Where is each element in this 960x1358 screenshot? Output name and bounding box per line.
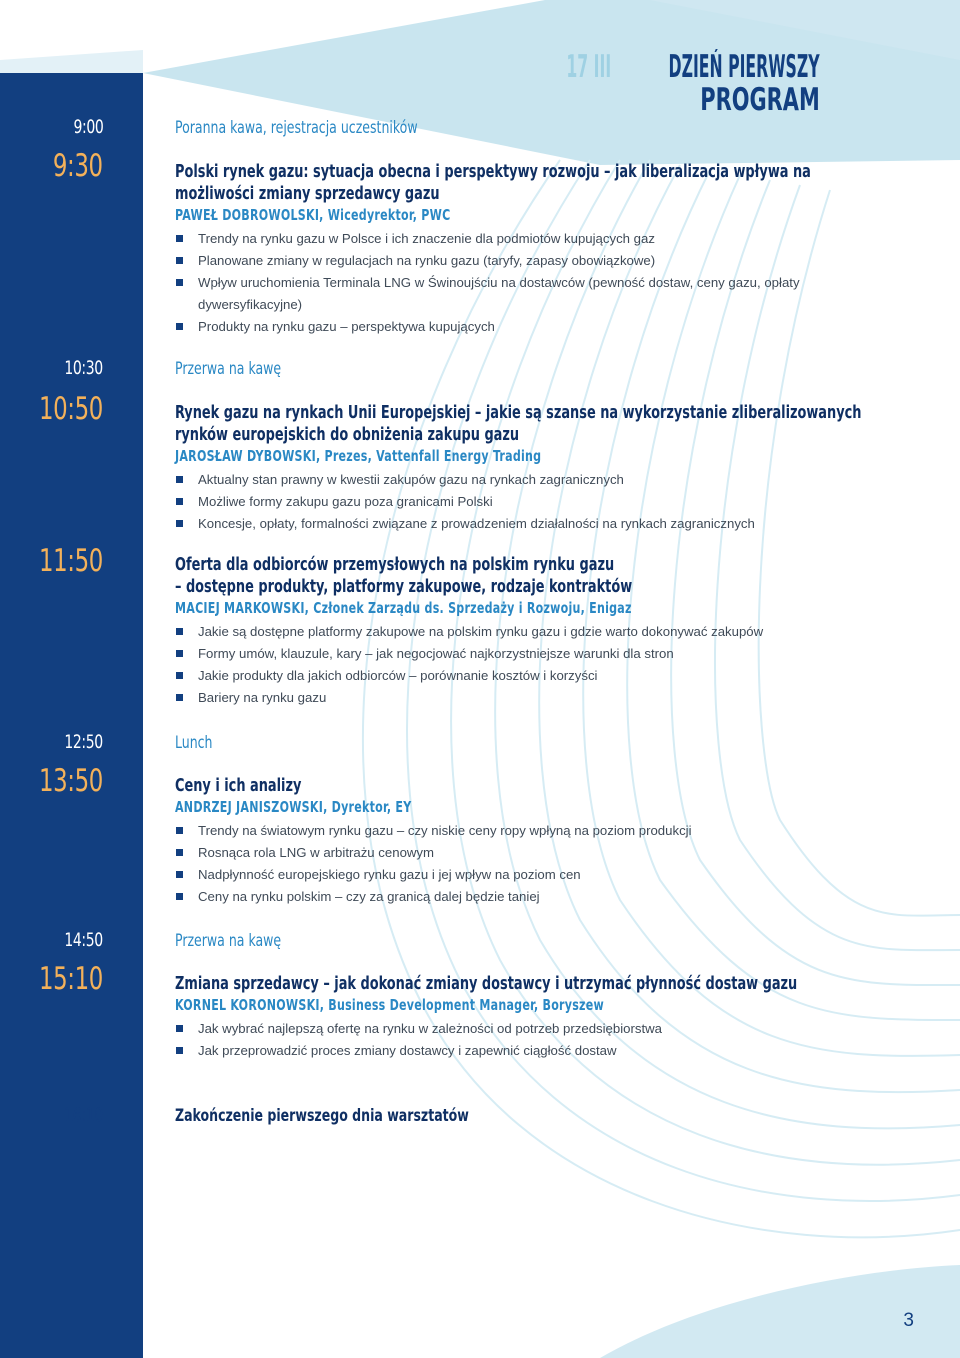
speaker: PAWEŁ DOBROWOLSKI, Wicedyrektor, PWC	[175, 206, 451, 224]
session-lunch	[175, 733, 875, 753]
time-label: 14:50	[64, 929, 103, 951]
time-label: 10:30	[64, 357, 103, 379]
time-label: 12:50	[64, 731, 103, 753]
bullet-item: Jak przeprowadzić proces zmiany dostawcy i zapewnić ciągłość dostaw	[175, 1040, 838, 1062]
session-day-end	[175, 1105, 875, 1127]
session-title: Zmiana sprzedawcy – jak dokonać zmiany dostawcy i utrzymać płynność dostaw gazu	[175, 974, 798, 994]
bullet-item: Jakie są dostępne platformy zakupowe na polskim rynku gazu i gdzie warto dokonywać zakupów	[175, 621, 838, 643]
header-program: PROGRAM	[700, 82, 820, 118]
bullet-item: Koncesje, opłaty, formalności związane z prowadzeniem działalności na rynkach zagranicznych	[175, 513, 838, 535]
session-title: – dostępne produkty, platformy zakupowe, rodzaje kontraktów	[175, 577, 633, 597]
session-title: Oferta dla odbiorców przemysłowych na polskim rynku gazu	[175, 555, 615, 575]
bullet-item: Rosnąca rola LNG w arbitrażu cenowym	[175, 842, 838, 864]
session-title: Polski rynek gazu: sytuacja obecna i perspektywy rozwoju – jak liberalizacja wpływa na	[175, 162, 811, 182]
session-supplier-change	[175, 973, 875, 1062]
bullet-list	[175, 1018, 875, 1062]
time-label: 9:00	[73, 116, 103, 138]
speaker: MACIEJ MARKOWSKI, Członek Zarządu ds. Sprzedaży i Rozwoju, Enigaz	[175, 599, 632, 617]
bullet-item: Nadpłynność europejskiego rynku gazu i jej wpływ na poziom cen	[175, 864, 838, 886]
speaker: JAROSŁAW DYBOWSKI, Prezes, Vattenfall Energy Trading	[175, 447, 542, 465]
session-coffee-break	[175, 931, 875, 951]
session-eu-gas-markets	[175, 402, 875, 535]
session-title: Ceny i ich analizy	[175, 776, 302, 796]
bullet-item: Planowane zmiany w regulacjach na rynku gazu (taryfy, zapasy obowiązkowe)	[175, 250, 838, 272]
session-title: rynków europejskich do obniżenia zakupu gazu	[175, 425, 520, 445]
bullet-list	[175, 469, 875, 535]
time-label-highlight: 9:30	[53, 148, 103, 184]
bullet-list	[175, 621, 875, 709]
bullet-item: Ceny na rynku polskim – czy za granicą dalej będzie taniej	[175, 886, 838, 908]
bullet-list	[175, 228, 875, 338]
session-title: możliwości zmiany sprzedawcy gazu	[175, 184, 440, 204]
session-prices-analysis	[175, 775, 875, 908]
session-label: Poranna kawa, rejestracja uczestników	[175, 118, 418, 138]
bullet-item: Formy umów, klauzule, kary – jak negocjować najkorzystniejsze warunki dla stron	[175, 643, 838, 665]
session-label: Przerwa na kawę	[175, 359, 282, 379]
bullet-item: Aktualny stan prawny w kwestii zakupów gazu na rynkach zagranicznych	[175, 469, 838, 491]
speaker: ANDRZEJ JANISZOWSKI, Dyrektor, EY	[175, 798, 412, 816]
session-label: Przerwa na kawę	[175, 931, 282, 951]
time-label-highlight: 13:50	[39, 763, 103, 799]
speaker: KORNEL KORONOWSKI, Business Development Manager, Boryszew	[175, 996, 604, 1014]
session-coffee-registration	[175, 118, 875, 138]
bullet-list	[175, 820, 875, 908]
page-number: 3	[903, 1310, 914, 1331]
time-sidebar	[0, 73, 143, 1358]
bullet-item: Jakie produkty dla jakich odbiorców – porównanie kosztów i korzyści	[175, 665, 838, 687]
header-date: 17 III	[566, 49, 612, 85]
bullet-item: Produkty na rynku gazu – perspektywa kupujących	[175, 316, 838, 338]
session-title: Rynek gazu na rynkach Unii Europejskiej – jakie są szanse na wykorzystanie zliberalizowanych	[175, 403, 862, 423]
time-label-highlight: 10:50	[39, 391, 103, 427]
bullet-item: Trendy na światowym rynku gazu – czy niskie ceny ropy wpłyną na poziom produkcji	[175, 820, 838, 842]
session-label: Lunch	[175, 733, 213, 753]
page-header	[462, 49, 820, 118]
bullet-item: Bariery na rynku gazu	[175, 687, 838, 709]
bullet-item: Jak wybrać najlepszą ofertę na rynku w zależności od potrzeb przedsiębiorstwa	[175, 1018, 838, 1040]
time-label: 16:10	[64, 1104, 103, 1126]
bullet-item: Możliwe formy zakupu gazu poza granicami Polski	[175, 491, 838, 513]
time-label-highlight: 15:10	[39, 961, 103, 997]
session-coffee-break	[175, 359, 875, 379]
bullet-item: Trendy na rynku gazu w Polsce i ich znaczenie dla podmiotów kupujących gaz	[175, 228, 838, 250]
session-title: Zakończenie pierwszego dnia warsztatów	[175, 1106, 469, 1126]
header-day: DZIEŃ PIERWSZY	[668, 49, 820, 85]
session-industrial-offer	[175, 554, 875, 709]
time-label-highlight: 11:50	[39, 543, 103, 579]
bullet-item: Wpływ uruchomienia Terminala LNG w Świnoujściu na dostawców (pewność dostaw, ceny gazu, opłaty dywersyfikacyjne)	[175, 272, 838, 316]
session-polish-gas-market	[175, 161, 875, 338]
